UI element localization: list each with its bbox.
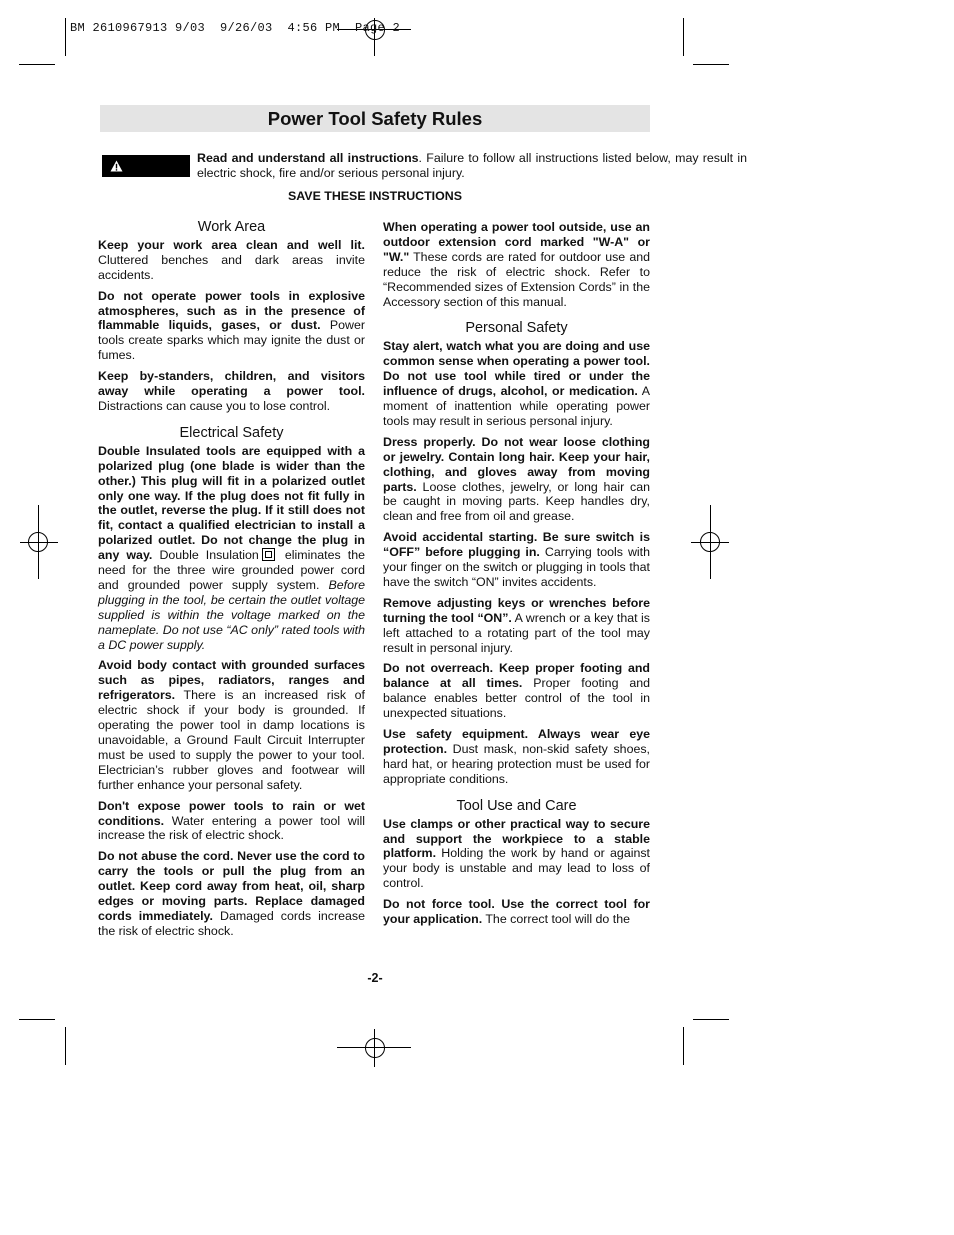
rule-text: Loose clothes, jewelry, or long hair can be caught in moving parts. Keep handles dry, clean and free from oil and grease. [383, 479, 650, 524]
crop-mark [65, 18, 66, 56]
paragraph [383, 220, 650, 309]
paragraph [98, 849, 365, 938]
rule-bold: Do not overreach. Keep proper footing and balance at all times. [383, 661, 650, 691]
paragraph [383, 339, 650, 428]
rule-bold: Remove adjusting keys or wrenches before turning the tool “ON”. [383, 595, 650, 625]
crop-mark [693, 1019, 729, 1020]
rule-bold: Dress properly. Do not wear loose clothing or jewelry. Contain long hair. Keep your hair, clothing, and gloves away from moving parts. [383, 434, 650, 494]
warning-triangle-icon [110, 160, 123, 172]
warning-lead: Read and understand all instructions [197, 151, 419, 165]
rule-text: eliminates the need for the three wire grounded power cord and grounded power supply system. [98, 548, 365, 592]
paragraph [383, 530, 650, 590]
paragraph [383, 435, 650, 524]
rule-bold: When operating a power tool outside, use an outdoor extension cord marked "W-A" or "W." [383, 220, 650, 264]
crop-mark [65, 1027, 66, 1065]
paragraph [98, 289, 365, 364]
right-column [383, 220, 650, 933]
paragraph [98, 658, 365, 792]
paragraph [383, 596, 650, 656]
rule-text: Cluttered benches and dark areas invite accidents. [98, 252, 365, 282]
paragraph [383, 817, 650, 892]
paragraph [383, 897, 650, 927]
paragraph [98, 238, 365, 283]
electrical-safety-heading: Electrical Safety [179, 424, 284, 441]
rule-text: Proper footing and balance enables better control of the tool in unexpected situations. [383, 676, 650, 721]
rule-bold: Double Insulated tools are equipped with a polarized plug (one blade is wider than the other.) This plug will fit in a polarized outlet only one way. If the plug does not fit fully in the outlet, reverse the plug. If it still does not fit, contact a qualified electrician to install a polarized outlet. Do not change the plug in any way. [98, 443, 365, 563]
print-slug: BM 2610967913 9/03 9/26/03 4:56 PM Page 2 [70, 21, 401, 35]
rule-text: Damaged cords increase the risk of electric shock. [98, 908, 366, 938]
paragraph [383, 661, 650, 721]
rule-text: A moment of inattention while operating power tools may result in serious personal injury. [383, 384, 650, 428]
rule-text: Distractions can cause you to lose control. [98, 398, 331, 413]
rule-text: These cords are rated for outdoor use and reduce the risk of electric shock. Refer to “Recommended sizes of Extension Cords” in the Accessory section of this manual. [383, 249, 650, 309]
warning-text [197, 151, 747, 181]
crop-mark [19, 1019, 55, 1020]
paragraph [383, 727, 650, 787]
rule-text: Carrying tools with your finger on the switch or plugging in tools that have the switch “ON” invites accidents. [383, 545, 650, 589]
rule-bold: Do not force tool. Use the correct tool for your application. [383, 897, 650, 927]
title-bar [100, 105, 650, 132]
rule-italic: Before plugging in the tool, be certain the outlet voltage supplied is within the voltage marked on the nameplate. Do not use “AC only” rated tools with a DC power supply. [98, 577, 365, 652]
warning-label: WARNING [110, 180, 176, 195]
page-number: -2- [367, 971, 383, 985]
save-instructions: SAVE THESE INSTRUCTIONS [288, 189, 462, 203]
rule-bold: Stay alert, watch what you are doing and use common sense when operating a power tool. Do not use tool while tired or under the influence of drugs, alcohol, or medication. [383, 339, 650, 399]
rule-bold: Do not operate power tools in explosive atmospheres, such as in the presence of flammable liquids, gases, or dust. [98, 288, 365, 333]
rule-bold: Avoid accidental starting. Be sure switch is “OFF” before plugging in. [383, 530, 650, 560]
crop-mark [683, 1027, 684, 1065]
warning-body: . Failure to follow all instructions listed below, may result in electric shock, fire and/or serious personal injury. [197, 151, 747, 180]
paragraph [98, 369, 365, 414]
crop-mark [19, 64, 55, 65]
rule-text: There is an increased risk of electric shock if your body is grounded. If operating the power tool in damp locations is unavoidable, a Ground Fault Circuit Interrupter must be used to supply the power to your tool. Electrician’s rubber gloves and footwear will further enhance your personal safety. [98, 688, 365, 792]
paragraph [98, 444, 365, 653]
rule-text: Holding the work by hand or against your body is unstable and may lead to loss of control. [383, 846, 650, 891]
rule-bold: Keep by-standers, children, and visitors away while operating a power tool. [98, 369, 365, 399]
rule-bold: Avoid body contact with grounded surfaces such as pipes, radiators, ranges and refrigerators. [98, 658, 365, 703]
registration-circle [28, 532, 48, 552]
double-insulation-icon [262, 548, 275, 561]
rule-text: A wrench or a key that is left attached to a rotating part of the tool may result in personal injury. [383, 610, 650, 655]
left-column [98, 220, 365, 945]
work-area-heading: Work Area [197, 219, 266, 235]
crop-mark [683, 18, 684, 56]
crop-mark [693, 64, 729, 65]
rule-bold: Use safety equipment. Always wear eye protection. [383, 727, 650, 756]
registration-circle [700, 532, 720, 552]
rule-bold: Don't expose power tools to rain or wet conditions. [98, 798, 365, 828]
rule-text: Power tools create sparks which may ignite the dust or fumes. [98, 318, 365, 363]
rule-text: Double Insulation [152, 548, 259, 563]
warning-badge [102, 155, 190, 195]
page-title: Power Tool Safety Rules [267, 108, 483, 129]
personal-safety-heading: Personal Safety [465, 320, 568, 337]
rule-bold: Use clamps or other practical way to secure and support the workpiece to a stable platform. [383, 816, 650, 861]
registration-circle [365, 1038, 385, 1058]
rule-text: The correct tool will do the [482, 912, 630, 927]
rule-bold: Do not abuse the cord. Never use the cord to carry the tools or pull the plug from an outlet. Keep cord away from heat, oil, sharp edges or moving parts. Replace damaged cords immediately. [98, 849, 365, 923]
rule-text: Dust mask, non-skid safety shoes, hard hat, or hearing protection must be used for appropriate conditions. [383, 742, 650, 786]
rule-bold: Keep your work area clean and well lit. [98, 237, 365, 252]
tool-use-heading: Tool Use and Care [456, 797, 577, 814]
paragraph [98, 799, 365, 844]
rule-text: Water entering a power tool will increase the risk of electric shock. [98, 813, 365, 843]
